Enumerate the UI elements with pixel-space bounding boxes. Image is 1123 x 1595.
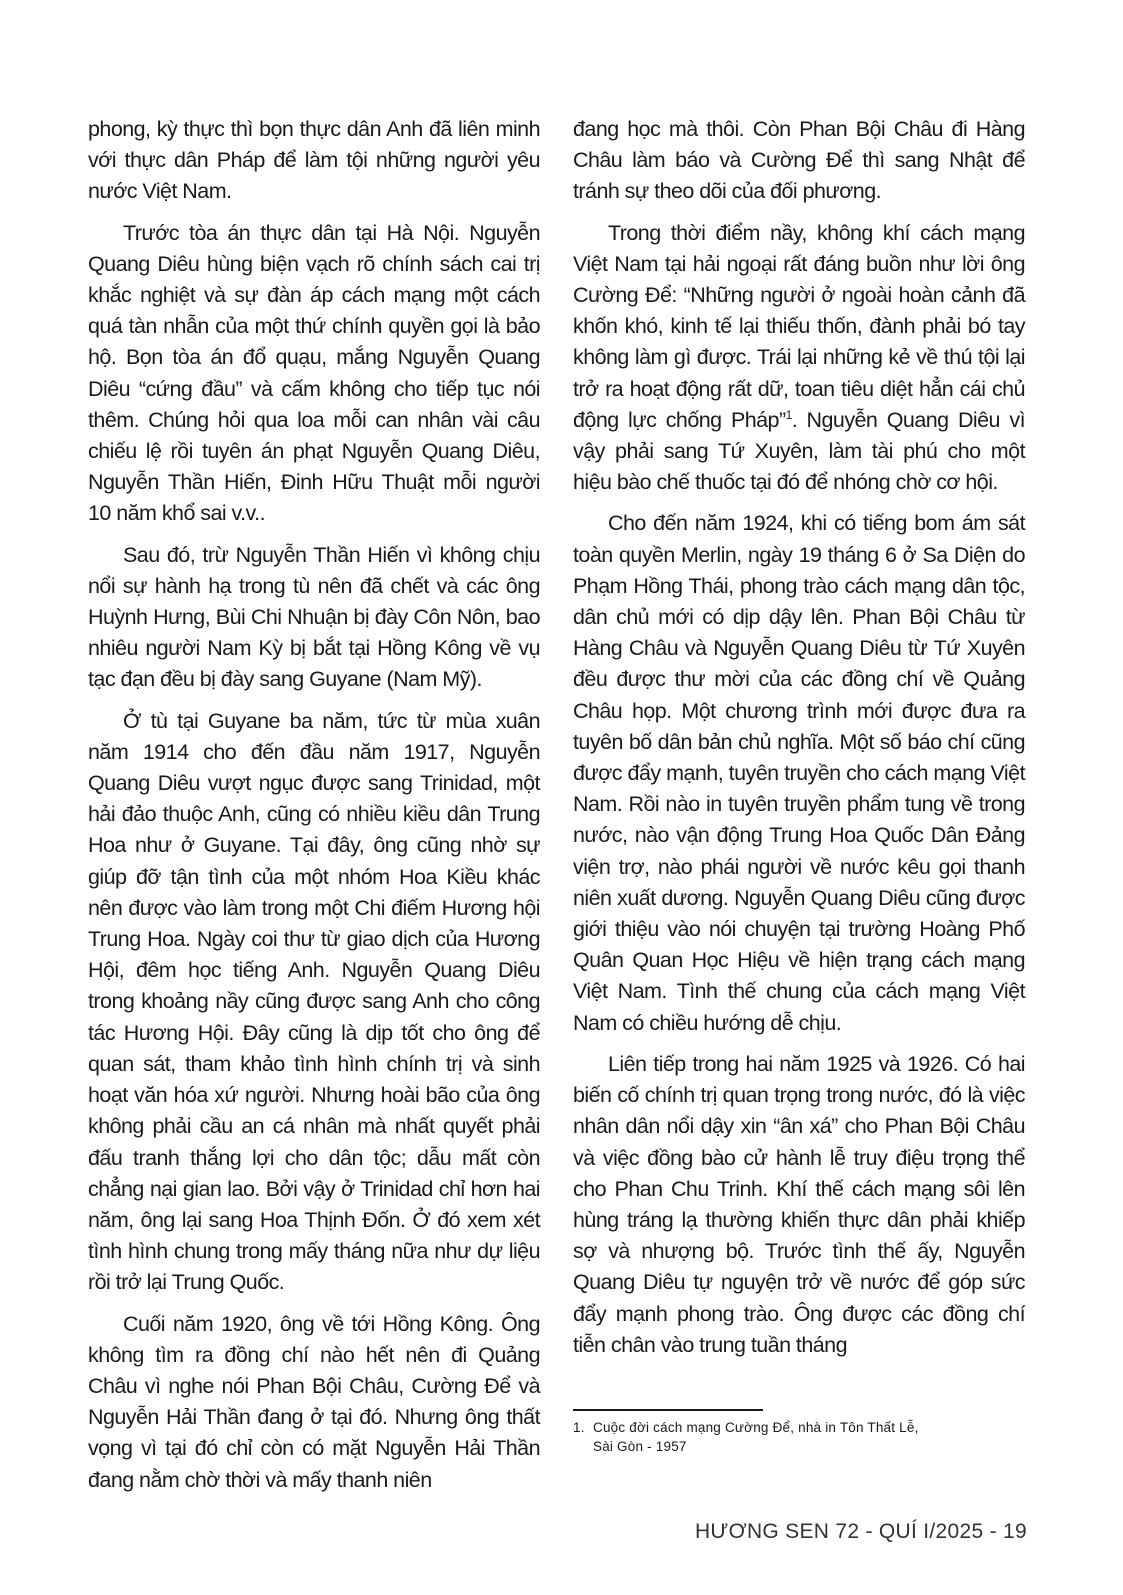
paragraph: phong, kỳ thực thì bọn thực dân Anh đã liên minh với thực dân Pháp để làm tội những người yêu nước Việt Nam. [88,117,540,204]
paragraph: Sau đó, trừ Nguyễn Thần Hiến vì không chịu nổi sự hành hạ trong tù nên đã chết và các ông Huỳnh Hưng, Bùi Chi Nhuận bị đày Côn Nôn, bao nhiêu người Nam Kỳ bị bắt tại Hồng Kông về vụ tạc đạn đều bị đày sang Guyane (Nam Mỹ). [88,542,540,692]
paragraph: Ở tù tại Guyane ba năm, tức từ mùa xuân năm 1914 cho đến đầu năm 1917, Nguyễn Quang Diêu vượt ngục được sang Trinidad, một hải đảo thuộc Anh, cũng có nhiều kiều dân Trung Hoa như ở Guyane. Tại đây, ông cũng nhờ sự giúp đỡ tận tình của một nhóm Hoa Kiều khác nên được vào làm trong một Chi điếm Hương hội Trung Hoa. Ngày coi thư từ giao dịch của Hương Hội, đêm học tiếng Anh. Nguyễn Quang Diêu trong khoảng nầy cũng được sang Anh cho công tác Hương Hội. Đây cũng là dịp tốt cho ông để quan sát, tham khảo tình hình chính trị và sinh hoạt văn hóa xứ người. Nhưng hoài bão của ông không phải cầu an cá nhân mà nhất quyết phải đấu tranh thắng lợi cho dân tộc; dẫu mất còn chẳng nại gian lao. Bởi vậy ở Trinidad chỉ hơn hai năm, ông lại sang Hoa Thịnh Đốn. Ở đó xem xét tình hình chung trong mấy tháng nữa như dự liệu rồi trở lại Trung Quốc. [88,708,540,1295]
paragraph: Trước tòa án thực dân tại Hà Nội. Nguyễn Quang Diêu hùng biện vạch rõ chính sách cai trị khắc nghiệt và sự đàn áp cách mạng một cách quá tàn nhẫn của một thứ chính quyền gọi là bảo hộ. Bọn tòa án đổ quạu, mắng Nguyễn Quang Diêu “cứng đầu” và cấm không cho tiếp tục nói thêm. Chúng hỏi qua loa mỗi can nhân vài câu chiếu lệ rồi tuyên án phạt Nguyễn Quang Diêu, Nguyễn Thần Hiến, Đinh Hữu Thuật mỗi người 10 năm khổ sai v.v.. [88,220,540,526]
footnote-number: 1. [573,1420,585,1435]
paragraph: Liên tiếp trong hai năm 1925 và 1926. Có hai biến cố chính trị quan trọng trong nước, đó là việc nhân dân nổi dậy xin “ân xá” cho Phan Bội Châu và việc đồng bào cử hành lễ truy điệu trọng thể cho Phan Chu Trinh. Khí thế cách mạng sôi lên hùng tráng lạ thường khiến thực dân phải khiếp sợ và nhượng bộ. Trước tình thế ấy, Nguyễn Quang Diêu tự nguyện trở về nước để góp sức đẩy mạnh phong trào. Ông được các đồng chí tiễn chân vào trung tuần tháng [573,1051,1025,1357]
footnote-line: Cuộc đời cách mạng Cường Để, nhà in Tôn Thất Lễ, [593,1420,919,1435]
footnote [573,1418,1025,1456]
footnote-reference: 1 [785,407,792,422]
paragraph-text: Trong thời điểm nầy, không khí cách mạng Việt Nam tại hải ngoại rất đáng buồn như lời ông Cường Để: “Những người ở ngoài hoàn cảnh đã khốn khó, kinh tế lại thiếu thốn, đành phải bó tay không làm gì được. Trái lại những kẻ về thú tội lại trở ra hoạt động rất dữ, toan tiêu diệt hẳn cái chủ động lực chống Pháp” [573,220,1025,432]
right-column [573,114,1025,1371]
footnote-line: Sài Gòn - 1957 [593,1439,687,1454]
paragraph: đang học mà thôi. Còn Phan Bội Châu đi Hàng Châu làm báo và Cường Để thì sang Nhật để tránh sự theo dõi của đối phương. [573,117,1025,204]
paragraph: Cuối năm 1920, ông về tới Hồng Kông. Ông không tìm ra đồng chí nào hết nên đi Quảng Châu vì nghe nói Phan Bội Châu, Cường Để và Nguyễn Hải Thần đang ở tại đó. Nhưng ông thất vọng vì tại đó chỉ còn có mặt Nguyễn Hải Thần đang nằm chờ thời và mấy thanh niên [88,1311,540,1492]
footnote-divider [573,1409,763,1411]
page-footer: HƯƠNG SEN 72 - QUÍ I/2025 - 19 [694,1520,1027,1543]
paragraph-text: . Nguyễn Quang Diêu vì vậy phải sang Tứ Xuyên, làm tài phú cho một hiệu bào chế thuốc tại đó để nhóng chờ cơ hội. [573,407,1025,495]
left-column [88,114,540,1506]
paragraph [573,218,1025,499]
paragraph: Cho đến năm 1924, khi có tiếng bom ám sát toàn quyền Merlin, ngày 19 tháng 6 ở Sa Diện do Phạm Hồng Thái, phong trào cách mạng dân tộc, dân chủ mới có dịp dậy lên. Phan Bội Châu từ Hàng Châu và Nguyễn Quang Diêu từ Tứ Xuyên đều được thư mời của các đồng chí về Quảng Châu họp. Một chương trình mới được đưa ra tuyên bố dân bản chủ nghĩa. Một số báo chí cũng được đẩy mạnh, tuyên truyền cho cách mạng Việt Nam. Rồi nào in tuyên truyền phẩm tung về trong nước, nào vận động Trung Hoa Quốc Dân Đảng viện trợ, nào phái người về nước kêu gọi thanh niên xuất dương. Nguyễn Quang Diêu cũng được giới thiệu vào nói chuyện tại trường Hoàng Phố Quân Quan Học Hiệu về hiện trạng cách mạng Việt Nam. Tình thế chung của cách mạng Việt Nam có chiều hướng dễ chịu. [573,511,1025,1035]
